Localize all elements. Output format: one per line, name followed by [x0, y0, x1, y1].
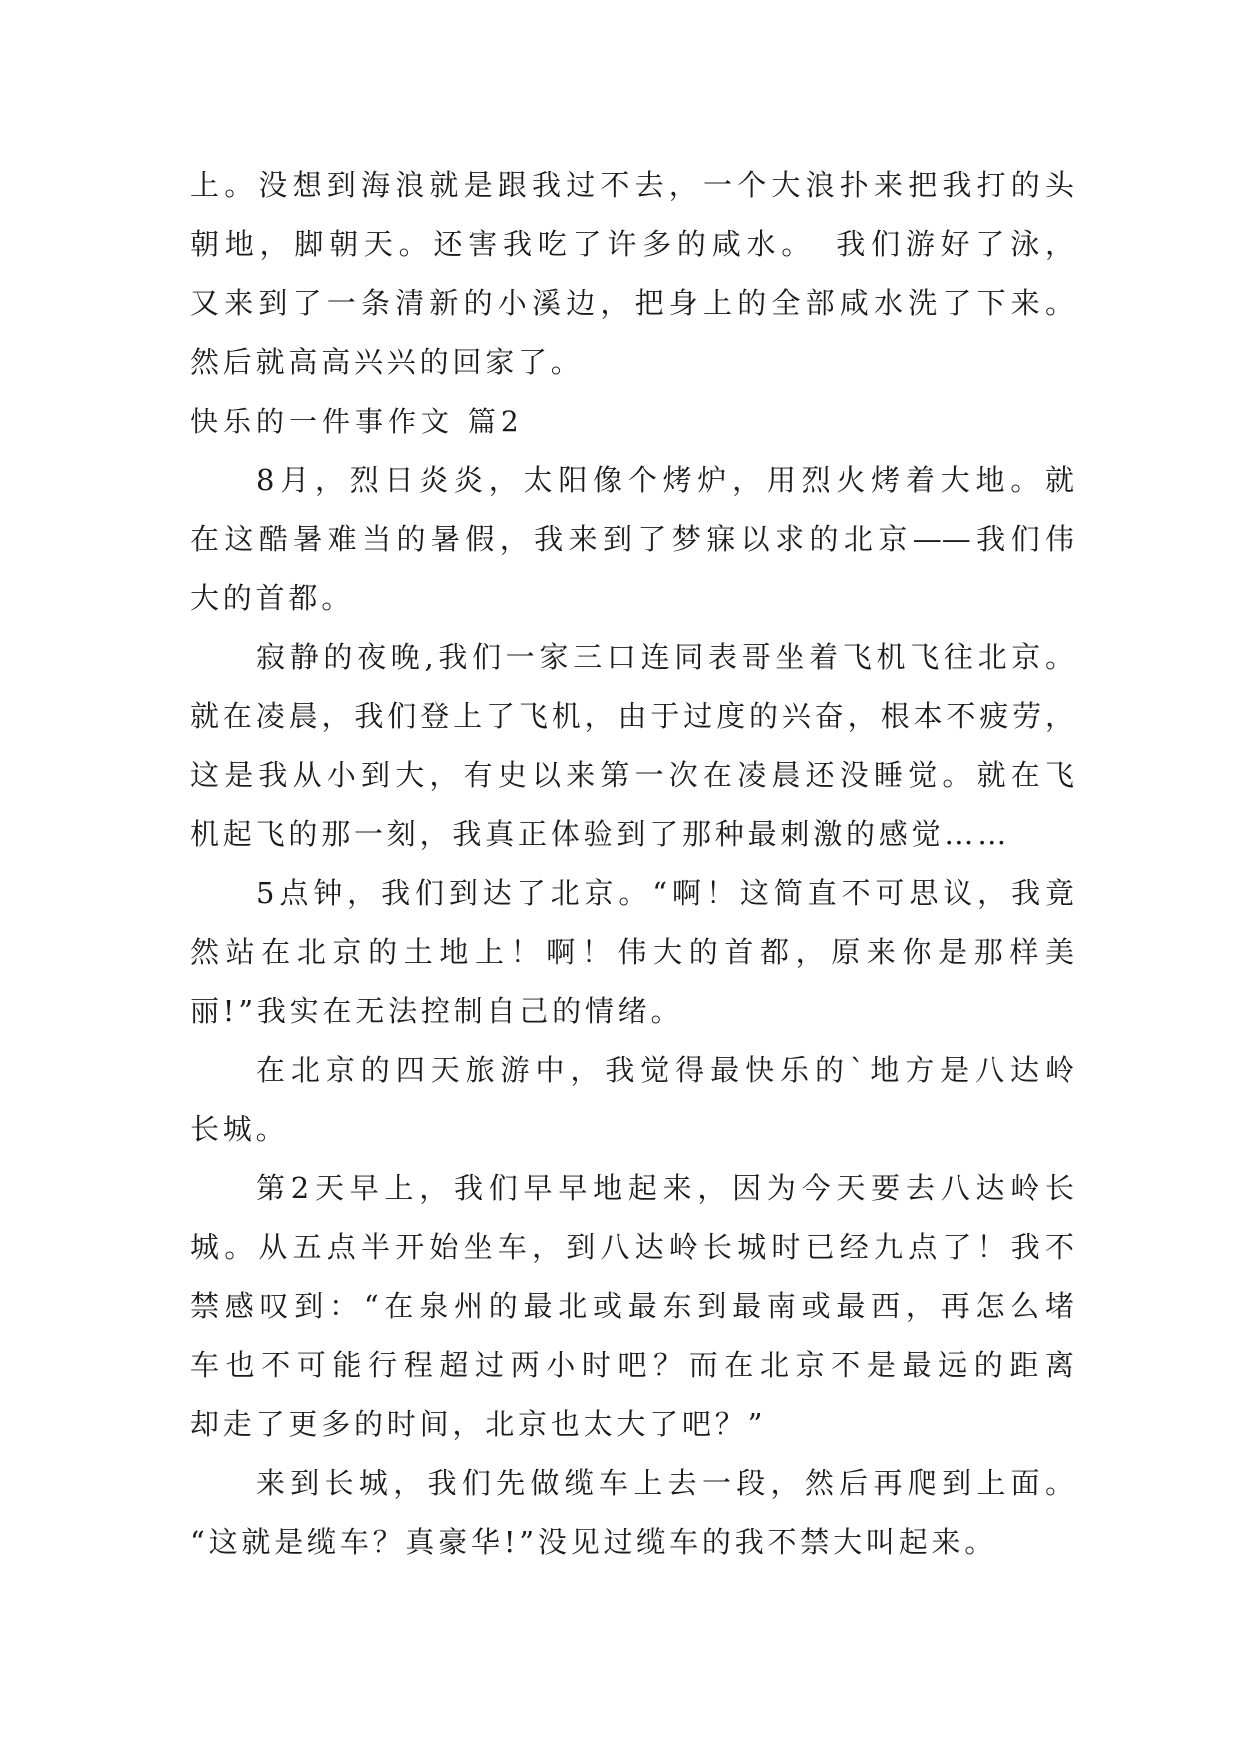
- text-line: 机起飞的那一刻，我真正体验到了那种最刺激的感觉……: [190, 817, 1011, 851]
- paragraph: [190, 628, 1074, 864]
- paragraph: [190, 451, 1074, 628]
- text-line: 上。没想到海浪就是跟我过不去，一个大浪扑来把我打的头: [190, 168, 1074, 202]
- text-line: 在这酷暑难当的暑假，我来到了梦寐以求的北京——我们伟: [190, 522, 1074, 556]
- text-line: 就在凌晨，我们登上了飞机，由于过度的兴奋，根本不疲劳，: [190, 699, 1074, 733]
- text-line: 第2天早上，我们早早地起来，因为今天要去八达岭长: [256, 1171, 1074, 1205]
- text-line: 车也不可能行程超过两小时吧？而在北京不是最远的距离: [190, 1348, 1074, 1382]
- text-line: “这就是缆车？真豪华!”没见过缆车的我不禁大叫起来。: [190, 1525, 998, 1559]
- section-heading: 快乐的一件事作文 篇2: [190, 405, 524, 438]
- paragraph: [190, 1041, 1074, 1159]
- text-line: 8月，烈日炎炎，太阳像个烤炉，用烈火烤着大地。就: [256, 463, 1074, 497]
- text-line: 然站在北京的土地上！啊！伟大的首都，原来你是那样美: [190, 935, 1074, 969]
- text-line: 来到长城，我们先做缆车上去一段，然后再爬到上面。: [256, 1466, 1074, 1500]
- text-line: 寂静的夜晚,我们一家三口连同表哥坐着飞机飞往北京。: [256, 640, 1074, 674]
- text-line: 又来到了一条清新的小溪边，把身上的全部咸水洗了下来。: [190, 286, 1074, 320]
- paragraph: [190, 1159, 1074, 1454]
- text-line: 朝地，脚朝天。还害我吃了许多的咸水。 我们游好了泳，: [190, 227, 1074, 261]
- text-line: 然后就高高兴兴的回家了。: [190, 345, 584, 379]
- text-line: 禁感叹到：“在泉州的最北或最东到最南或最西，再怎么堵: [190, 1289, 1074, 1323]
- paragraph: [190, 864, 1074, 1041]
- text-line: 大的首都。: [190, 581, 355, 615]
- document-body: [190, 156, 1074, 1572]
- text-line: 长城。: [190, 1112, 289, 1146]
- paragraph-continued: [190, 156, 1074, 392]
- text-line: 却走了更多的时间，北京也太大了吧？”: [190, 1407, 767, 1441]
- text-line: 这是我从小到大，有史以来第一次在凌晨还没睡觉。就在飞: [190, 758, 1074, 792]
- text-line: 在北京的四天旅游中，我觉得最快乐的`地方是八达岭: [256, 1053, 1074, 1087]
- text-line: 丽!”我实在无法控制自己的情绪。: [190, 994, 684, 1028]
- text-line: 城。从五点半开始坐车，到八达岭长城时已经九点了！我不: [190, 1230, 1074, 1264]
- text-line: 5点钟，我们到达了北京。“啊！这简直不可思议，我竟: [256, 876, 1074, 910]
- paragraph: [190, 1454, 1074, 1572]
